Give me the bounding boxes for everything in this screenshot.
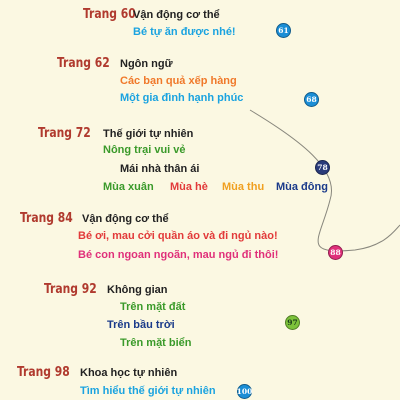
list-item: Bé tự ăn được nhé!	[133, 26, 236, 38]
season-label: Mùa xuân	[103, 181, 154, 193]
list-item: Một gia đình hạnh phúc	[120, 92, 244, 104]
page-badge: 61	[276, 23, 291, 38]
page-number: Trang 72	[38, 126, 91, 141]
page-number: Trang 92	[44, 282, 97, 297]
list-item: Trên bầu trời	[107, 319, 175, 331]
season-label: Mùa thu	[222, 181, 265, 193]
list-item: Nông trại vui vẻ	[103, 144, 186, 156]
section-heading: Không gian	[107, 284, 168, 296]
list-item: Bé con ngoan ngoãn, mau ngủ đi thôi!	[78, 249, 279, 261]
page-number: Trang 84	[20, 211, 73, 226]
section-heading: Khoa học tự nhiên	[80, 367, 178, 379]
section-heading: Vận động cơ thể	[82, 213, 169, 225]
list-item: Các bạn quả xếp hàng	[120, 75, 237, 87]
list-item: Mái nhà thân ái	[120, 163, 200, 175]
section-heading: Thế giới tự nhiên	[103, 128, 194, 140]
page-number: Trang 60	[83, 7, 136, 22]
page-number: Trang 62	[57, 56, 110, 71]
page-badge: 68	[304, 92, 319, 107]
section-heading: Ngôn ngữ	[120, 58, 173, 70]
list-item: Tìm hiểu thế giới tự nhiên	[80, 385, 216, 397]
section-heading: Vận động cơ thể	[133, 9, 220, 21]
list-item: Trên mặt biển	[120, 337, 192, 349]
list-item: Trên mặt đất	[120, 301, 186, 313]
season-label: Mùa đông	[276, 181, 328, 193]
season-label: Mùa hè	[170, 181, 208, 193]
page-number: Trang 98	[17, 365, 70, 380]
page-badge: 97	[285, 315, 300, 330]
page-badge: 100	[237, 384, 252, 399]
page-badge: 78	[315, 160, 330, 175]
list-item: Bé ơi, mau cởi quần áo và đi ngủ nào!	[78, 230, 278, 242]
page-badge: 88	[328, 245, 343, 260]
